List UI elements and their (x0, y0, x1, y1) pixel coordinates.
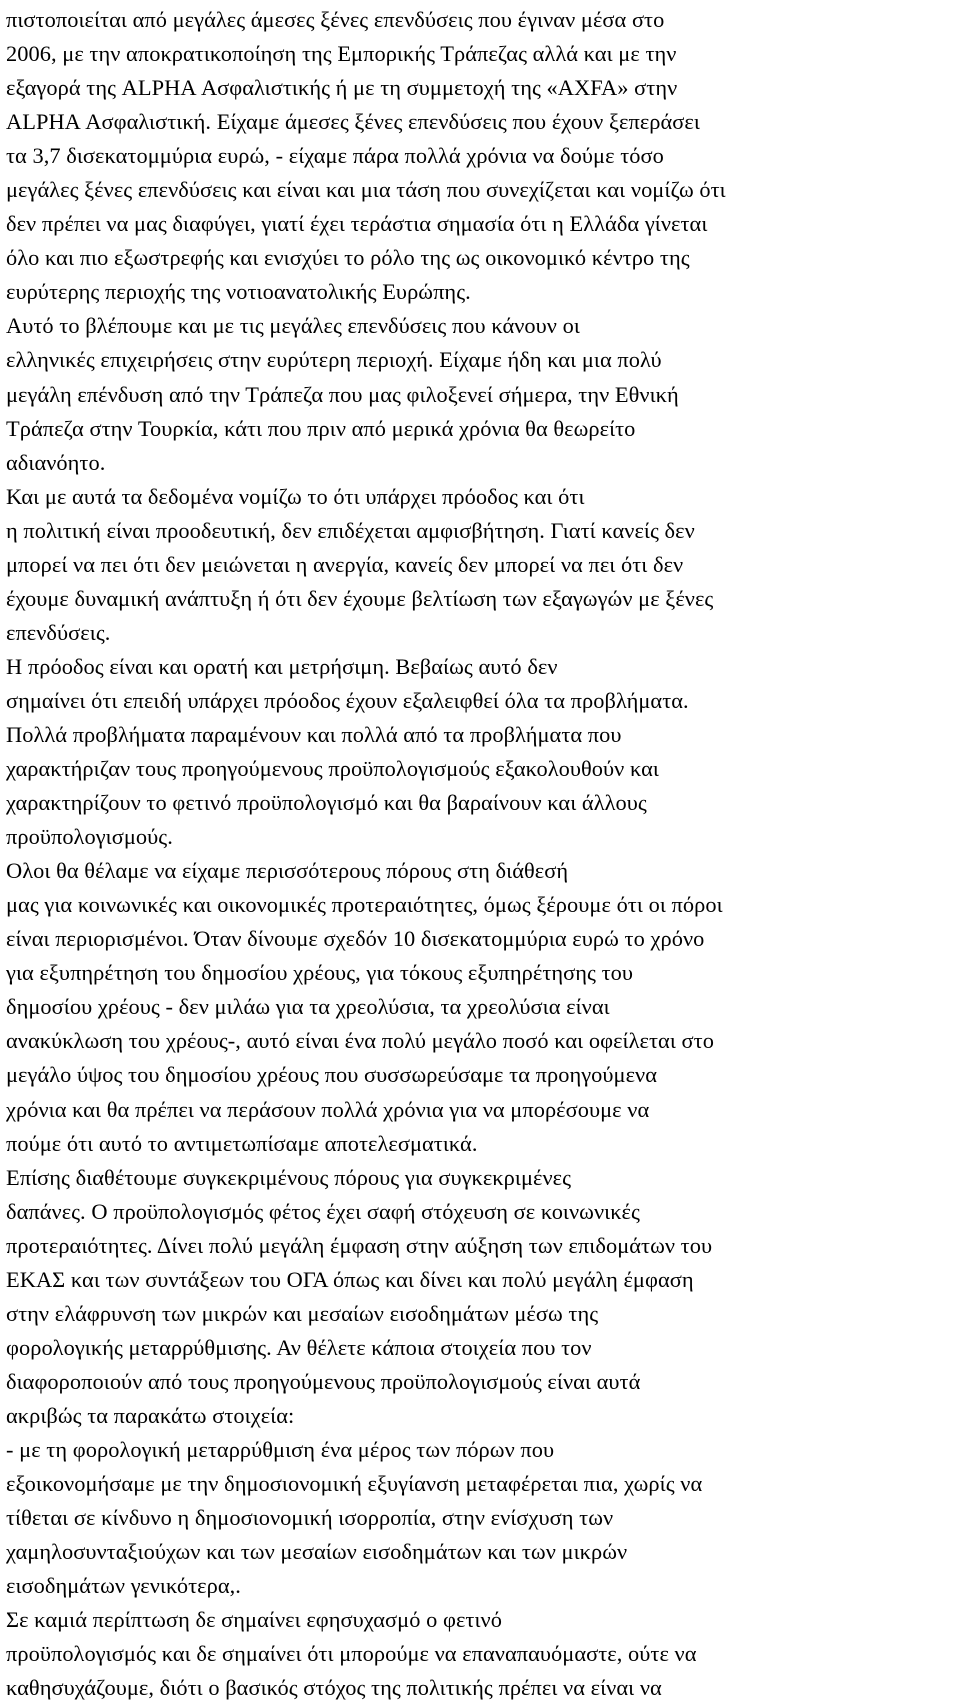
text-line: Σε καμιά περίπτωση δε σημαίνει εφησυχασμό ο φετινό (6, 1607, 502, 1633)
text-line: εξαγορά της ALPHA Ασφαλιστικής ή με τη συμμετοχή της «AXFA» στην (6, 75, 678, 101)
text-line: χαρακτήριζαν τους προηγούμενους προϋπολογισμούς εξακολουθούν και (6, 756, 659, 782)
text-line: καθησυχάζουμε, διότι ο βασικός στόχος της πολιτικής πρέπει να είναι να (6, 1675, 662, 1701)
text-line: μεγάλο ύψος του δημοσίου χρέους που συσσωρεύσαμε τα προηγούμενα (6, 1062, 657, 1088)
text-line: πούμε ότι αυτό το αντιμετωπίσαμε αποτελεσματικά. (6, 1130, 478, 1156)
text-line: ALPHA Ασφαλιστική. Είχαμε άμεσες ξένες επενδύσεις που έχουν ξεπεράσει (6, 109, 700, 135)
text-line: Ολοι θα θέλαμε να είχαμε περισσότερους πόρους στη διάθεσή (6, 858, 569, 884)
text-line: χαμηλοσυνταξιούχων και των μεσαίων εισοδημάτων και των μικρών (6, 1539, 628, 1565)
text-line: δαπάνες. Ο προϋπολογισμός φέτος έχει σαφή στόχευση σε κοινωνικές (6, 1198, 640, 1224)
text-line: Η πρόοδος είναι και ορατή και μετρήσιμη. Βεβαίως αυτό δεν (6, 653, 558, 679)
text-line: Και με αυτά τα δεδομένα νομίζω το ότι υπάρχει πρόοδος και ότι (6, 483, 585, 509)
text-line: χρόνια και θα πρέπει να περάσουν πολλά χρόνια για να μπορέσουμε να (6, 1096, 650, 1122)
text-line: όλο και πιο εξωστρεφής και ενισχύει το ρόλο της ως οικονομικό κέντρο της (6, 245, 690, 271)
text-line: μεγάλη επένδυση από την Τράπεζα που μας φιλοξενεί σήμερα, την Εθνική (6, 381, 679, 407)
text-line: πιστοποιείται από μεγάλες άμεσες ξένες επενδύσεις που έγιναν μέσα στο (6, 7, 665, 32)
text-line: Πολλά προβλήματα παραμένουν και πολλά από τα προβλήματα που (6, 721, 622, 747)
text-line: η πολιτική είναι προοδευτική, δεν επιδέχεται αμφισβήτηση. Γιατί κανείς δεν (6, 517, 695, 543)
text-line: ακριβώς τα παρακάτω στοιχεία: (6, 1402, 295, 1428)
document-page (6, 3, 954, 1705)
text-line: Επίσης διαθέτουμε συγκεκριμένους πόρους για συγκεκριμένες (6, 1164, 571, 1190)
text-line: Τράπεζα στην Τουρκία, κάτι που πριν από μερικά χρόνια θα θεωρείτο (6, 415, 636, 441)
text-line: προϋπολογισμούς. (6, 824, 173, 850)
text-line: τα 3,7 δισεκατομμύρια ευρώ, - είχαμε πάρα πολλά χρόνια να δούμε τόσο (6, 143, 664, 169)
text-line: μας για κοινωνικές και οικονομικές προτεραιότητες, όμως ξέρουμε ότι οι πόροι (6, 892, 723, 918)
text-line: προϋπολογισμός και δε σημαίνει ότι μπορούμε να επαναπαυόμαστε, ούτε να (6, 1641, 697, 1667)
text-line: εισοδημάτων γενικότερα,. (6, 1573, 241, 1599)
text-line: μεγάλες ξένες επενδύσεις και είναι και μια τάση που συνεχίζεται και νομίζω ότι (6, 177, 726, 203)
text-line: δημοσίου χρέους - δεν μιλάω για τα χρεολύσια, τα χρεολύσια είναι (6, 994, 610, 1020)
text-line: διαφοροποιούν από τους προηγούμενους προϋπολογισμούς είναι αυτά (6, 1368, 641, 1394)
text-line: ευρύτερης περιοχής της νοτιοανατολικής Ευρώπης. (6, 279, 471, 305)
text-line: - με τη φορολογική μεταρρύθμιση ένα μέρος των πόρων που (6, 1436, 555, 1462)
text-line: δεν πρέπει να μας διαφύγει, γιατί έχει τεράστια σημασία ότι η Ελλάδα γίνεται (6, 211, 708, 237)
text-line: για εξυπηρέτηση του δημοσίου χρέους, για τόκους εξυπηρέτησης του (6, 960, 634, 986)
text-line: επενδύσεις. (6, 619, 111, 645)
text-line: χαρακτηρίζουν το φετινό προϋπολογισμό και θα βαραίνουν και άλλους (6, 790, 647, 816)
text-line: είναι περιορισμένοι. Όταν δίνουμε σχεδόν 10 δισεκατομμύρια ευρώ το χρόνο (6, 926, 705, 952)
text-line: στην ελάφρυνση των μικρών και μεσαίων εισοδημάτων μέσω της (6, 1300, 599, 1326)
text-line: αδιανόητο. (6, 449, 106, 475)
text-line: φορολογικής μεταρρύθμισης. Αν θέλετε κάποια στοιχεία που τον (6, 1334, 592, 1360)
text-line: τίθεται σε κίνδυνο η δημοσιονομική ισορροπία, στην ενίσχυση των (6, 1505, 614, 1531)
text-line: εξοικονομήσαμε με την δημοσιονομική εξυγίανση μεταφέρεται πια, χωρίς να (6, 1471, 703, 1497)
text-line: 2006, με την αποκρατικοποίηση της Εμπορικής Τράπεζας αλλά και με την (6, 41, 677, 67)
text-line: ανακύκλωση του χρέους-, αυτό είναι ένα πολύ μεγάλο ποσό και οφείλεται στο (6, 1028, 714, 1054)
text-line: Αυτό το βλέπουμε και με τις μεγάλες επενδύσεις που κάνουν οι (6, 313, 580, 339)
text-line: έχουμε δυναμική ανάπτυξη ή ότι δεν έχουμε βελτίωση των εξαγωγών με ξένες (6, 585, 714, 611)
text-line: ελληνικές επιχειρήσεις στην ευρύτερη περιοχή. Είχαμε ήδη και μια πολύ (6, 347, 662, 373)
text-line: σημαίνει ότι επειδή υπάρχει πρόοδος έχουν εξαλειφθεί όλα τα προβλήματα. (6, 687, 689, 713)
text-line: μπορεί να πει ότι δεν μειώνεται η ανεργία, κανείς δεν μπορεί να πει ότι δεν (6, 551, 684, 577)
text-line: προτεραιότητες. Δίνει πολύ μεγάλη έμφαση στην αύξηση των επιδομάτων του (6, 1232, 713, 1258)
text-line: ΕΚΑΣ και των συντάξεων του ΟΓΑ όπως και δίνει και πολύ μεγάλη έμφαση (6, 1266, 694, 1292)
